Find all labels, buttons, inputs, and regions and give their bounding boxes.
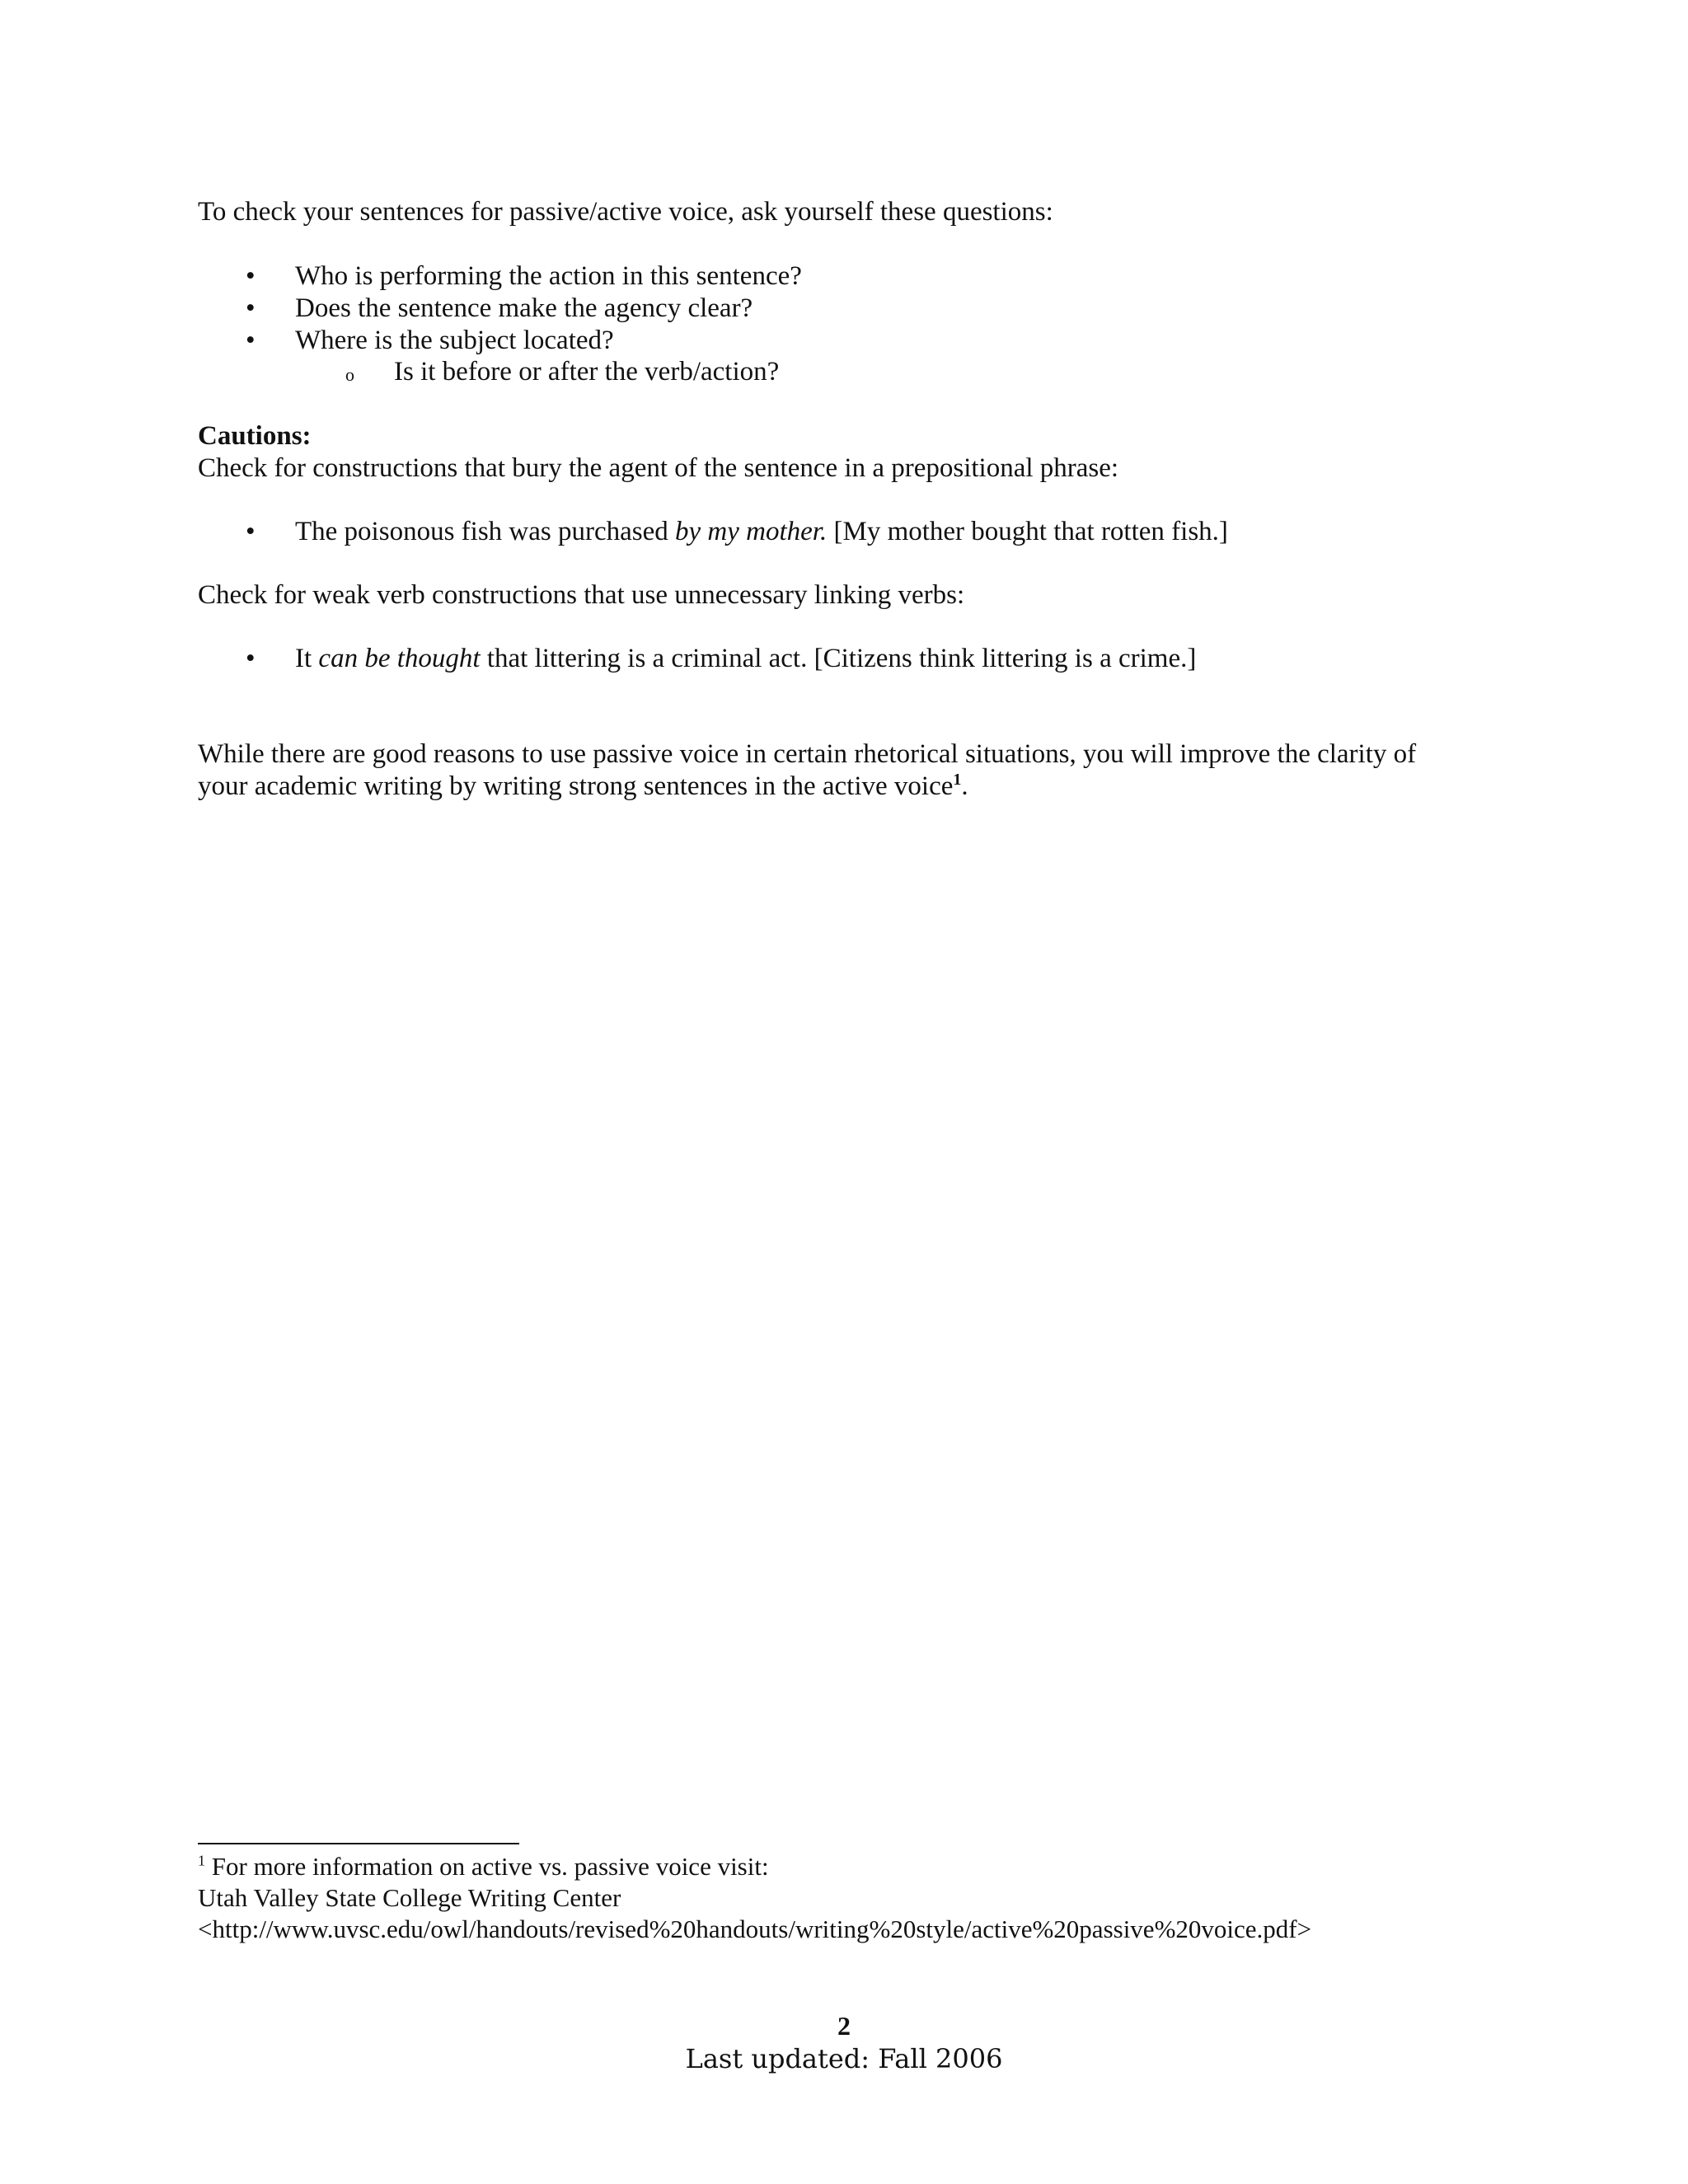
question-item: Who is performing the action in this sentence? [295, 261, 802, 291]
linking-intro: Check for weak verb constructions that use unnecessary linking verbs: [198, 580, 965, 610]
question-item: Where is the subject located? [295, 326, 614, 355]
example-text: The poisonous fish was purchased [295, 517, 676, 546]
footnote-url[interactable]: <http://www.uvsc.edu/owl/handouts/revised%20handouts/writing%20style/active%20passive%20voice.pdf> [198, 1915, 1312, 1943]
bullet: • [246, 326, 256, 355]
bullet: • [246, 517, 256, 546]
footnote-text: For more information on active vs. passive voice visit: [205, 1852, 769, 1881]
page-number: 2 [837, 2011, 851, 2041]
cautions-heading: Cautions: [198, 421, 312, 451]
bullet: • [246, 644, 256, 673]
example-italic: can be thought [318, 644, 481, 673]
footnote-source: Utah Valley State College Writing Center [198, 1883, 621, 1912]
prepositional-intro: Check for constructions that bury the agent of the sentence in a prepositional phrase: [198, 453, 1119, 483]
example-text: It [295, 644, 319, 673]
footnote-mark: 1 [198, 1852, 205, 1869]
footnote-reference[interactable]: 1 [953, 771, 962, 789]
footnote-separator [198, 1843, 519, 1844]
sub-question-item: Is it before or after the verb/action? [394, 357, 780, 387]
example-linking [295, 643, 1196, 675]
conclusion-period: . [961, 771, 968, 801]
example-italic: by my mother. [675, 517, 828, 546]
example-text: that littering is a criminal act. [Citizens think littering is a crime.] [480, 644, 1197, 673]
footnote-line [198, 1851, 769, 1882]
bullet: • [246, 261, 256, 291]
bullet: • [246, 293, 256, 323]
sub-bullet: o [345, 364, 354, 385]
example-prepositional [295, 516, 1228, 548]
question-item: Does the sentence make the agency clear? [295, 293, 753, 323]
conclusion-text: your academic writing by writing strong sentences in the active voice [198, 771, 954, 801]
conclusion-line [198, 771, 968, 803]
intro-text: To check your sentences for passive/active voice, ask yourself these questions: [198, 197, 1053, 227]
example-text: [My mother bought that rotten fish.] [827, 517, 1228, 546]
conclusion-line: While there are good reasons to use passive voice in certain rhetorical situations, you will improve the clarity of [198, 739, 1417, 769]
last-updated: Last updated: Fall 2006 [685, 2043, 1003, 2074]
